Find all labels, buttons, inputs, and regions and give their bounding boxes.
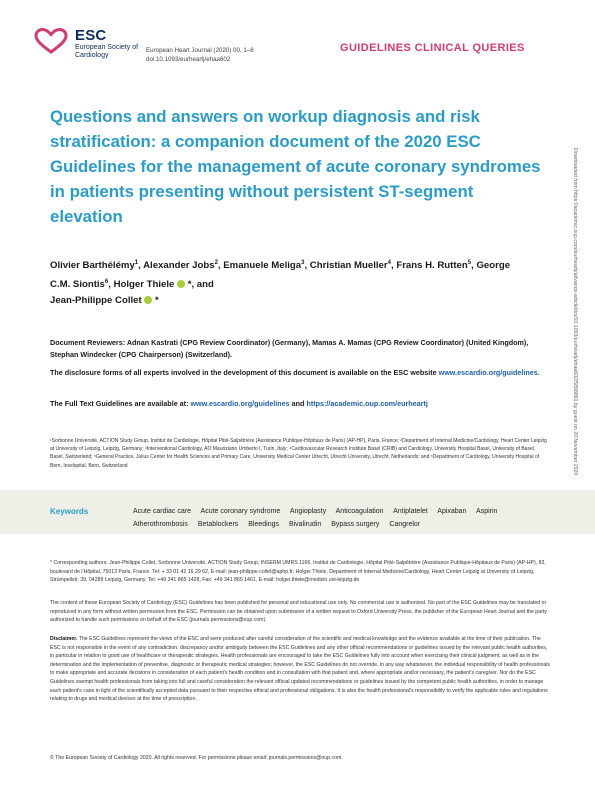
disclosure-note xyxy=(50,367,540,379)
keyword-item: Atherothrombosis xyxy=(133,521,188,528)
author-name: George C.M. Siontis xyxy=(50,260,511,291)
keywords-list xyxy=(133,505,553,531)
and-text: and xyxy=(196,279,214,291)
article-title: Questions and answers on workup diagnosis and risk stratification: a companion document of the 2020 ESC Guidelines for the management of acute coronary syndromes in patients presenting without persistent ST-segment elevation xyxy=(50,107,541,226)
keyword-item: Betablockers xyxy=(197,521,239,528)
copyright: © The European Society of Cardiology 2020. All rights reserved. For permissions please email: journals.permissions@oup.com. xyxy=(50,755,343,761)
orcid-icon[interactable] xyxy=(177,280,185,288)
esc-heart-logo-icon xyxy=(34,28,68,54)
download-note xyxy=(568,148,580,668)
corresponding-authors: * Corresponding authors: Jean-Philippe Collet, Sorbonne Université, ACTION Study Group, INSERM UMRS 1166, Institut de Cardiologie, Hôpital Pitié-Salpêtrière (Assistance Publique-Hôpitaux de Paris) (AP-HP), 83, boulevard de l'Hôpital, 75013 Paris, France. Tel: + 33 01 42 16 29 62, E-mail: jean-philippe.collet@aphp.fr; Holger Thiele, Department of Internal Medicine/Cardiology, Heart Center Leipzig at University of Leipzig, Strümpellstr. 39, 04289 Leipzig, Germany. Tel: +49 341 865 1428, Fax: +49 341 865 1461, E-mail: holger.thiele@medizin.uni-leipzig.de xyxy=(50,560,546,584)
corresponding-mark: * xyxy=(155,295,159,307)
download-note-text: Downloaded from https://academic.oup.com/eurheartj/advance-article/doi/10.1093/eurheartj/ehaa602/5898861 by guest on 20 November 2020 xyxy=(572,148,578,476)
keyword-item: Anticoagulation xyxy=(335,508,384,515)
affiliation-mark: 3 xyxy=(301,260,305,266)
keyword-item: Apixaban xyxy=(437,508,467,515)
journal-citation-line: European Heart Journal (2020) 00, 1–8 xyxy=(146,47,254,54)
and-text: and xyxy=(289,399,307,408)
affiliation-mark: 6 xyxy=(104,279,109,286)
orcid-icon[interactable] xyxy=(144,296,152,304)
disclosure-text: The disclosure forms of all experts involved in the development of this document is available on the ESC website xyxy=(50,368,439,377)
disclosure-link[interactable]: www.escardio.org/guidelines. xyxy=(438,368,540,377)
affiliation-mark: 2 xyxy=(214,260,218,266)
author-name: Olivier Barthélémy xyxy=(50,260,135,272)
author-name: Holger Thiele xyxy=(113,279,175,291)
keyword-item: Cangrelor xyxy=(389,521,421,528)
author-name: Frans H. Rutten xyxy=(396,260,468,272)
author-name: Jean-Philippe Collet xyxy=(50,295,142,307)
corresponding-mark: * xyxy=(187,279,192,291)
affiliation-mark: 1 xyxy=(134,260,139,266)
keyword-item: Bleedings xyxy=(248,521,279,528)
keyword-item: Aspirin xyxy=(476,508,498,515)
disclaimer-label: Disclaimer. xyxy=(50,636,78,642)
affiliations: ¹Sorbonne Université, ACTION Study Group, Institut de Cardiologie, Hôpital Pitié-Salpêtrière (Assistance Publique-Hôpitaux de Paris) (AP-HP), Paris, France; ²Department of Internal Medicine/Cardiology, Heart Center Leipzig at University of Leipzig, Leipzig, Germany; ³Interventional Cardiology, AO Mauriziano Umberto I, Turin, Italy; ⁴Cardiovascular Research Institute Basel (CRIB) and Cardiology, University Hospital Basel, University of Basel, Basel, Switzerland; ⁵General Practice, Julius Center for Health Sciences and Primary Care, University Medical Center Utrecht, Utrecht University, Utrecht, Netherlands; and ⁶Department of Cardiology, University Hospital of Bern, Inselspital, Bern, Switzerland xyxy=(50,438,547,469)
author-name: Christian Mueller xyxy=(309,260,388,272)
author-name: Alexander Jobs xyxy=(143,260,215,272)
keyword-item: Angioplasty xyxy=(289,508,327,515)
affiliation-mark: 4 xyxy=(387,260,391,266)
brand-subtitle: European Society of Cardiology xyxy=(75,44,139,59)
escardio-link[interactable]: www.escardio.org/guidelines xyxy=(190,399,290,408)
keywords-label: Keywords xyxy=(50,507,89,516)
disclaimer xyxy=(50,635,550,704)
keyword-item: Acute cardiac care xyxy=(133,508,191,515)
oup-link[interactable]: https://academic.oup.com/eurheartj xyxy=(306,399,428,408)
full-text-label: The Full Text Guidelines are available at: xyxy=(50,399,191,408)
keyword-item: Bypass surgery xyxy=(331,521,380,528)
journal-doi: doi:10.1093/eurheartj/ehaa602 xyxy=(146,56,231,63)
author-name: Emanuele Meliga xyxy=(223,260,302,272)
affiliation-mark: 5 xyxy=(467,260,472,266)
permissions-note: The content of these European Society of Cardiology (ESC) Guidelines has been published for personal and educational use only. No commercial use is authorized. No part of the ESC Guidelines may be translated or reproduced in any form without written permission from the ESC. Permission can be obtained upon submission of a written request to Oxford University Press, the publisher of the European Heart Journal and the party authorized to handle such permissions on behalf of the ESC (journals.permissions@oup.com). xyxy=(50,600,547,624)
journal-citation xyxy=(146,46,254,64)
disclaimer-text: The ESC Guidelines represent the views of the ESC and were produced after careful consideration of the scientific and medical knowledge and the evidence available at the time of their publication. The ESC is not responsible in the event of any contradiction, discrepancy and/or ambiguity between the ESC Guidelines and any other official recommendations or guidelines issued by the relevant public health authorities, in particular in relation to good use of healthcare or therapeutic strategies. Health professionals are encouraged to take the ESC Guidelines fully into account when exercising their clinical judgment, as well as in the determination and the implementation of preventive, diagnostic or therapeutic medical strategies; however, the ESC Guidelines do not override, in any way whatsoever, the individual responsibility of health professionals to make appropriate and accurate decisions in consideration of each patient's health condition and in consultation with that patient and, where appropriate and/or necessary, the patient's caregiver. Nor do the ESC Guidelines exempt health professionals from taking into full and careful consideration the relevant official updated recommendations or guidelines issued by the competent public health authorities, in order to manage each patient's case in light of the scientifically accepted data pursuant to their respective ethical and professional obligations. It is also the health professional's responsibility to verify the applicable rules and regulations relating to drugs and medical devices at the time of prescription. xyxy=(50,636,551,703)
keyword-item: Antiplatelet xyxy=(393,508,428,515)
full-text-note xyxy=(50,398,540,410)
keyword-item: Acute coronary syndrome xyxy=(200,508,281,515)
keyword-item: Bivalirudin xyxy=(288,521,322,528)
brand-name: ESC xyxy=(75,27,107,44)
section-label: GUIDELINES CLINICAL QUERIES xyxy=(340,42,525,54)
document-reviewers: Document Reviewers: Adnan Kastrati (CPG Review Coordinator) (Germany), Mamas A. Mamas (CPG Review Coordinator) (United Kingdom), Stephan Windecker (CPG Chairperson) (Switzerland). xyxy=(50,338,529,359)
author-list: Olivier Barthélémy$^1$, Alexander Jobs$^2$, Emanuele Meliga$^3$, Christian Mueller$^4$, Frans H. Rutten$^5$, George C.M. Siontis$^6$, Holger Thiele *, and Jean-Philippe Collet * xyxy=(50,260,511,307)
